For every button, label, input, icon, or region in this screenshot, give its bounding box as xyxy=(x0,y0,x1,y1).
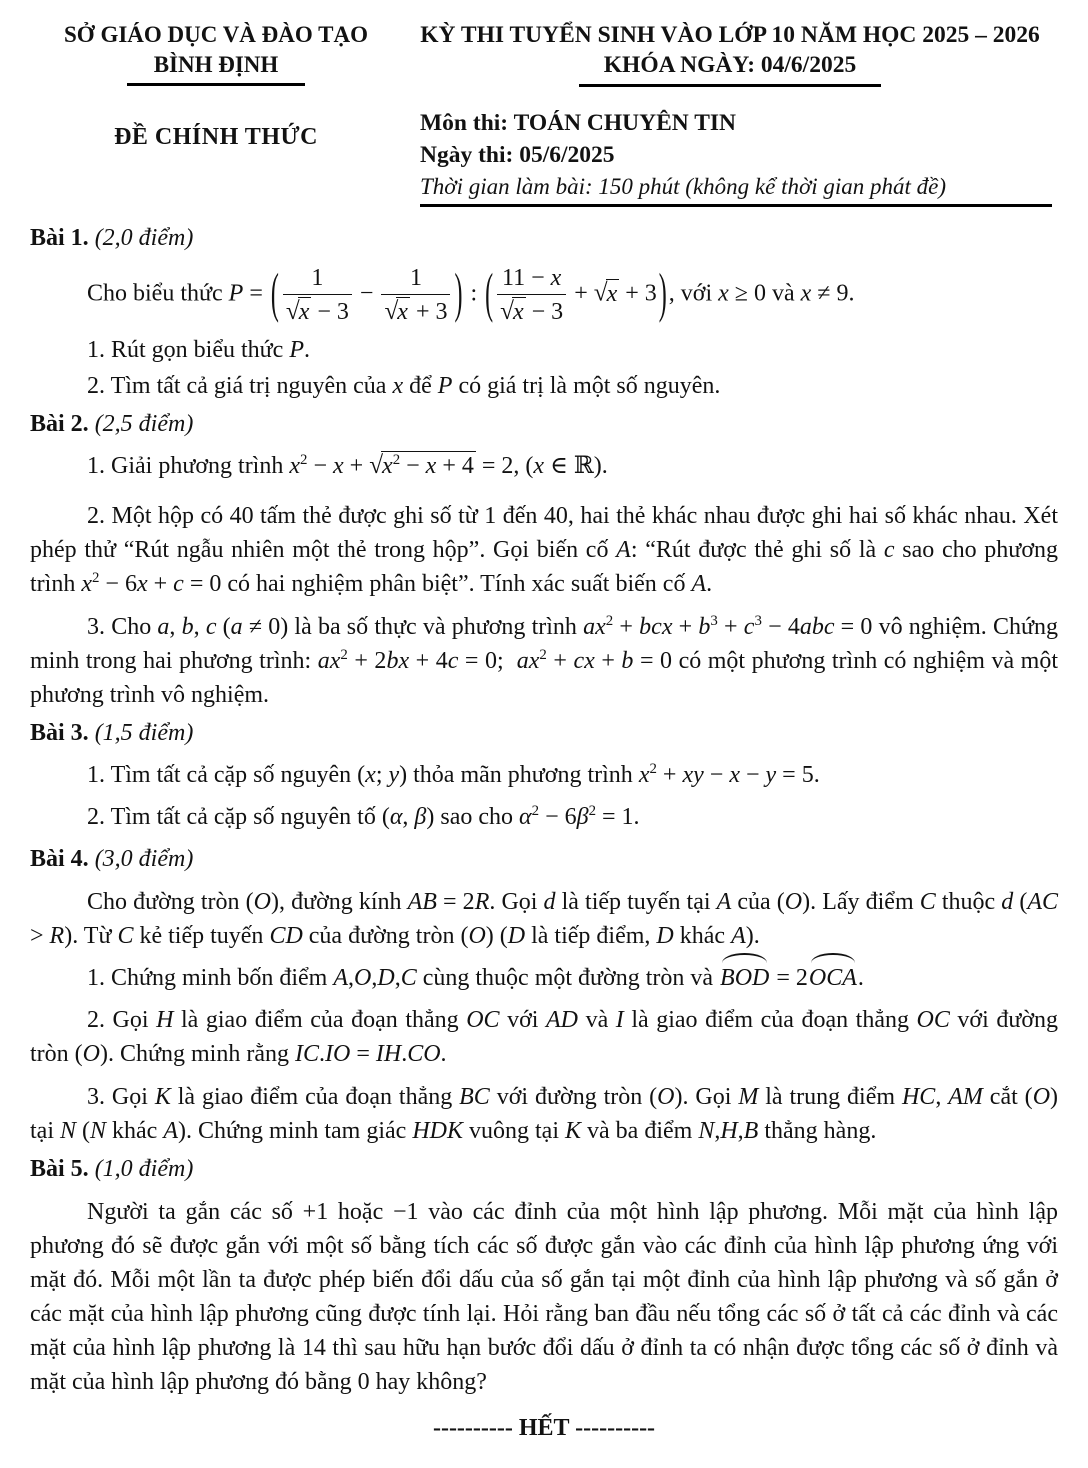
problem-2-label: Bài 2. xyxy=(30,411,89,437)
problem-3-item-1: 1. Tìm tất cả cặp số nguyên (x; y) thỏa mãn phương trình $x^2$ + xy − x − y = 5. xyxy=(87,761,820,788)
end-marker: ---------- HẾT ---------- xyxy=(432,1415,656,1441)
exam-header xyxy=(30,20,1058,207)
problem-1-statement: Cho biểu thức P = ( $\frac{1}{√x - 3}$ − $\frac{1}{√x + 3}$ ) : ( $\frac{11 - x}{√x - 3}$ + √x + 3), với x ≥ 0 và x ≠ 9. xyxy=(87,265,855,325)
exam-info-block xyxy=(402,20,1058,207)
exam-body xyxy=(30,221,1058,1399)
issuer-underline xyxy=(127,83,305,86)
problem-4-heading xyxy=(30,842,1058,876)
problem-1-label: Bài 1. xyxy=(30,225,89,251)
problem-4-item-2: 2. Gọi H là giao điểm của đoạn thẳng OC với AD và I là giao điểm của đoạn thẳng OC với đường tròn (O). Chứng minh rằng IC.IO = IH.CO. xyxy=(30,1007,1059,1067)
subject-line: Môn thi: TOÁN CHUYÊN TIN xyxy=(420,110,736,136)
problem-1-heading xyxy=(30,221,1058,255)
problem-1 xyxy=(30,221,1058,403)
duration-underline xyxy=(420,204,1052,207)
problem-2-points: (2,5 điểm) xyxy=(94,411,194,437)
problem-4-label: Bài 4. xyxy=(30,846,89,872)
exam-session: KHÓA NGÀY: 04/6/2025 xyxy=(603,52,857,78)
problem-4 xyxy=(30,842,1058,1148)
problem-2-item-1: 1. Giải phương trình $x^2 - x + √x^2 - x + 4 = 2$, (x ∈ ℝ). xyxy=(87,452,608,479)
issuer-province: BÌNH ĐỊNH xyxy=(153,52,279,77)
problem-2 xyxy=(30,407,1058,712)
problem-5-points: (1,0 điểm) xyxy=(94,1156,194,1182)
problem-1-points: (2,0 điểm) xyxy=(94,225,194,251)
problem-1-item-2: 2. Tìm tất cả giá trị nguyên của x để P có giá trị là một số nguyên. xyxy=(87,373,721,399)
problem-3-heading xyxy=(30,716,1058,750)
problem-3 xyxy=(30,716,1058,834)
problem-2-item-3: 3. Cho a, b, c (a ≠ 0) là ba số thực và phương trình $ax^2$ + bcx + $b^3 + c^3 - 4abc = 0$ vô nghiệm. Chứng minh trong hai phương trình: $ax^2 + 2bx + 4c = 0$; $ax^2$ + cx + b = 0 có một phương trình có nghiệm và một phương trình vô nghiệm. xyxy=(30,613,1059,708)
issuer-block xyxy=(30,20,402,154)
problem-5-label: Bài 5. xyxy=(30,1156,89,1182)
exam-footer xyxy=(30,1411,1058,1445)
problem-2-heading xyxy=(30,407,1058,441)
problem-4-item-3: 3. Gọi K là giao điểm của đoạn thẳng BC với đường tròn (O). Gọi M là trung điểm HC, AM cắt (O) tại N (N khác A). Chứng minh tam giác HDK vuông tại K và ba điểm N,H,B thẳng hàng. xyxy=(30,1084,1059,1144)
problem-5-statement: Người ta gắn các số +1 hoặc −1 vào các đỉnh của một hình lập phương. Mỗi mặt của hình lập phương đó sẽ được gắn với một số bằng tích các số được gắn vào các đỉnh của hình lập phương ứng với mặt đó. Mỗi một lần ta được phép biến đổi dấu của số gắn tại một đỉnh của hình lập phương và số gắn ở các mặt của hình lập phương cũng được tính lại. Hỏi rằng ban đầu nếu tổng các số ở tất cả các đỉnh và các mặt của hình lập phương là 14 thì sau hữu hạn bước đổi dấu ở đỉnh ta có nhận được tổng các số ở đỉnh và mặt của hình lập phương đó bằng 0 hay không? xyxy=(30,1199,1058,1395)
problem-4-statement: Cho đường tròn (O), đường kính AB = 2R. Gọi d là tiếp tuyến tại A của (O). Lấy điểm C thuộc d (AC > R). Từ C kẻ tiếp tuyến CD của đường tròn (O) (D là tiếp điểm, D khác A). xyxy=(30,889,1059,949)
exam-title: KỲ THI TUYỂN SINH VÀO LỚP 10 NĂM HỌC 2025 – 2026 xyxy=(420,22,1040,48)
problem-4-item-1: 1. Chứng minh bốn điểm A,O,D,C cùng thuộc một đường tròn và BOD = 2OCA. xyxy=(30,961,1058,995)
issuer-name: SỞ GIÁO DỤC VÀ ĐÀO TẠO xyxy=(64,22,368,47)
exam-date-line: Ngày thi: 05/6/2025 xyxy=(420,142,615,168)
problem-1-item-1: 1. Rút gọn biểu thức P. xyxy=(87,337,310,363)
exam-meta xyxy=(420,107,1058,203)
problem-5-heading xyxy=(30,1152,1058,1186)
problem-5 xyxy=(30,1152,1058,1399)
problem-4-points: (3,0 điểm) xyxy=(94,846,194,872)
duration-line: Thời gian làm bài: 150 phút (không kể thời gian phát đề) xyxy=(420,174,947,199)
session-underline xyxy=(579,84,881,87)
problem-2-item-2: 2. Một hộp có 40 tấm thẻ được ghi số từ 1 đến 40, hai thẻ khác nhau được ghi hai số khác nhau. Xét phép thử “Rút ngẫu nhiên một thẻ trong hộp”. Gọi biến cố A: “Rút được thẻ ghi số là c sao cho phương trình $x^2 - 6x + c = 0$ có hai nghiệm phân biệt”. Tính xác suất biến cố A. xyxy=(30,503,1059,597)
problem-3-points: (1,5 điểm) xyxy=(94,720,194,746)
official-exam-label: ĐỀ CHÍNH THỨC xyxy=(114,124,318,150)
problem-3-label: Bài 3. xyxy=(30,720,89,746)
problem-3-item-2: 2. Tìm tất cả cặp số nguyên tố (α, β) sao cho $\alpha^2 - 6\beta^2 = 1$. xyxy=(87,803,640,830)
